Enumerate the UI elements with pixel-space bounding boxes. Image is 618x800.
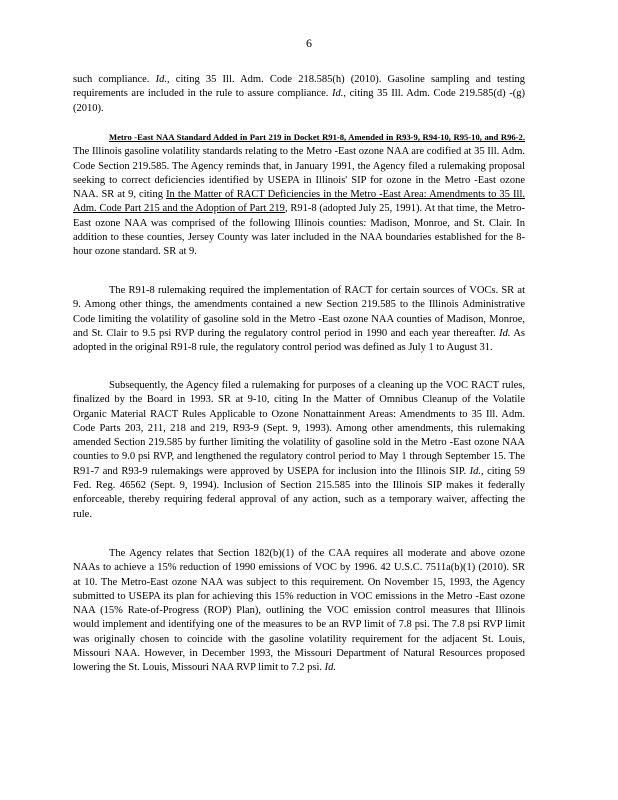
p4-id-cite: Id. — [469, 465, 481, 477]
page-number: 6 — [306, 36, 312, 50]
p2-text-a: The Illinois gasoline volatility standards relating to the Metro -East ozone NAA are codified at 35 Ill. Adm. Code Section 219.585. The Agency reminds that, in January 1991, the Agency filed a rulemaking proposal seeking to correct deficiencies identified by USEPA in Illinois' SIP for ozone in the Metro -East ozone NAA. SR at 9, citing — [73, 146, 525, 201]
p1-id-cite-1: Id. — [155, 74, 167, 85]
p4-text-b: , citing 59 Fed. Reg. 46562 (Sept. 9, 1994). Inclusion of Section 215.585 into the Illinois SIP makes it federally enforceable, thereby requiring federal approval of any action, such as a temporary waiver, affecting the rule. — [73, 465, 525, 520]
p3-text-b: As adopted in the original R91-8 rule, the regulatory control period was defined as July 1 to August 31. — [73, 327, 526, 354]
case-citation: In the Matter of RACT Deficiencies in the Metro -East Area: Amendments to 35 Ill. Adm. Code Part 215 and the Adoption of Part 219 — [73, 189, 525, 215]
p2-text-b: , R91-8 (adopted July 25, 1991). At that time, the Metro-East ozone NAA was comprised of the following Illinois counties: Madison, Monroe, and St. Clair. In addition to these counties, Jersey County was later included in the NAA boundaries established for the 8-hour ozone standard. SR at 9. — [73, 203, 525, 258]
p1-text-c: , citing 35 Ill. Adm. Code 219.585(d) -(g) (2010). — [73, 88, 525, 114]
p5-id-cite: Id. — [324, 662, 337, 674]
paragraph-4 — [73, 379, 525, 522]
p4-text-a: Subsequently, the Agency filed a rulemaking for purposes of a cleaning up the VOC RACT rules, finalized by the Board in 1993. SR at 9-10, citing In the Matter of Omnibus Cleanup of the Volatile Organic Material RACT Rules Applicable to Ozone Nonattainment Areas: Amendments to 35 Ill. Adm. Code Parts 203, 211, 218 and 219, R93-9 (Sept. 9, 1993). Among other amendments, this rulemaking amended Section 219.585 by further limiting the volatility of gasoline sold in the Metro -East ozone NAA counties to 9.0 psi RVP, and lengthened the regulatory control period to May 1 through September 15. The R91-7 and R93-9 rulemakings were approved by USEPA for inclusion into the Illinois SIP. — [73, 380, 525, 477]
p3-id-cite: Id. — [499, 327, 511, 339]
paragraph-1 — [73, 73, 525, 116]
p1-text-b: , citing 35 Ill. Adm. Code 218.585(h) (2010). Gasoline sampling and testing requirements are included in the rule to assure compliance. — [73, 74, 526, 100]
p5-text-a: The Agency relates that Section 182(b)(1) of the CAA requires all moderate and above ozone NAAs to achieve a 15% reduction of 1990 emissions of VOC by 1996. 42 U.S.C. 7511a(b)(1) (2010). SR at 10. The Metro-East ozone NAA was subject to this requirement. On November 15, 1993, the Agency submitted to USEPA its plan for achieving this 15% reduction in VOC emissions in the Metro -East ozone NAA (15% Rate-of-Progress (ROP) Plan), outlining the VOC emission control measures that Illinois would implement and identifying one of the measures to be an RVP limit of 7.8 psi. The 7.8 psi RVP limit was originally chosen to coincide with the gasoline volatility requirement for the adjacent St. Louis, Missouri NAA. However, in December 1993, the Missouri Department of Natural Resources proposed lowering the St. Louis, Missouri NAA RVP limit to 7.2 psi. — [73, 548, 525, 674]
p1-text-a: such compliance. — [73, 74, 156, 85]
paragraph-3 — [73, 284, 525, 355]
paragraph-5 — [73, 547, 525, 676]
p1-id-cite-2: Id. — [332, 88, 344, 100]
paragraph-2 — [73, 130, 525, 260]
p3-text-a: The R91-8 rulemaking required the implementation of RACT for certain sources of VOCs. SR at 9. Among other things, the amendments contained a new Section 219.585 to the Illinois Administrative Code limiting the volatility of gasoline sold in the Metro -East ozone NAA counties of Madison, Monroe, and St. Clair to 9.5 psi RVP during the regulatory control period in 1990 and each year thereafter. — [73, 285, 525, 339]
section-heading: Metro -East NAA Standard Added in Part 219 in Docket R91-8, Amended in R93-9, R94-10, R95-10, and R96-2. — [109, 132, 525, 142]
